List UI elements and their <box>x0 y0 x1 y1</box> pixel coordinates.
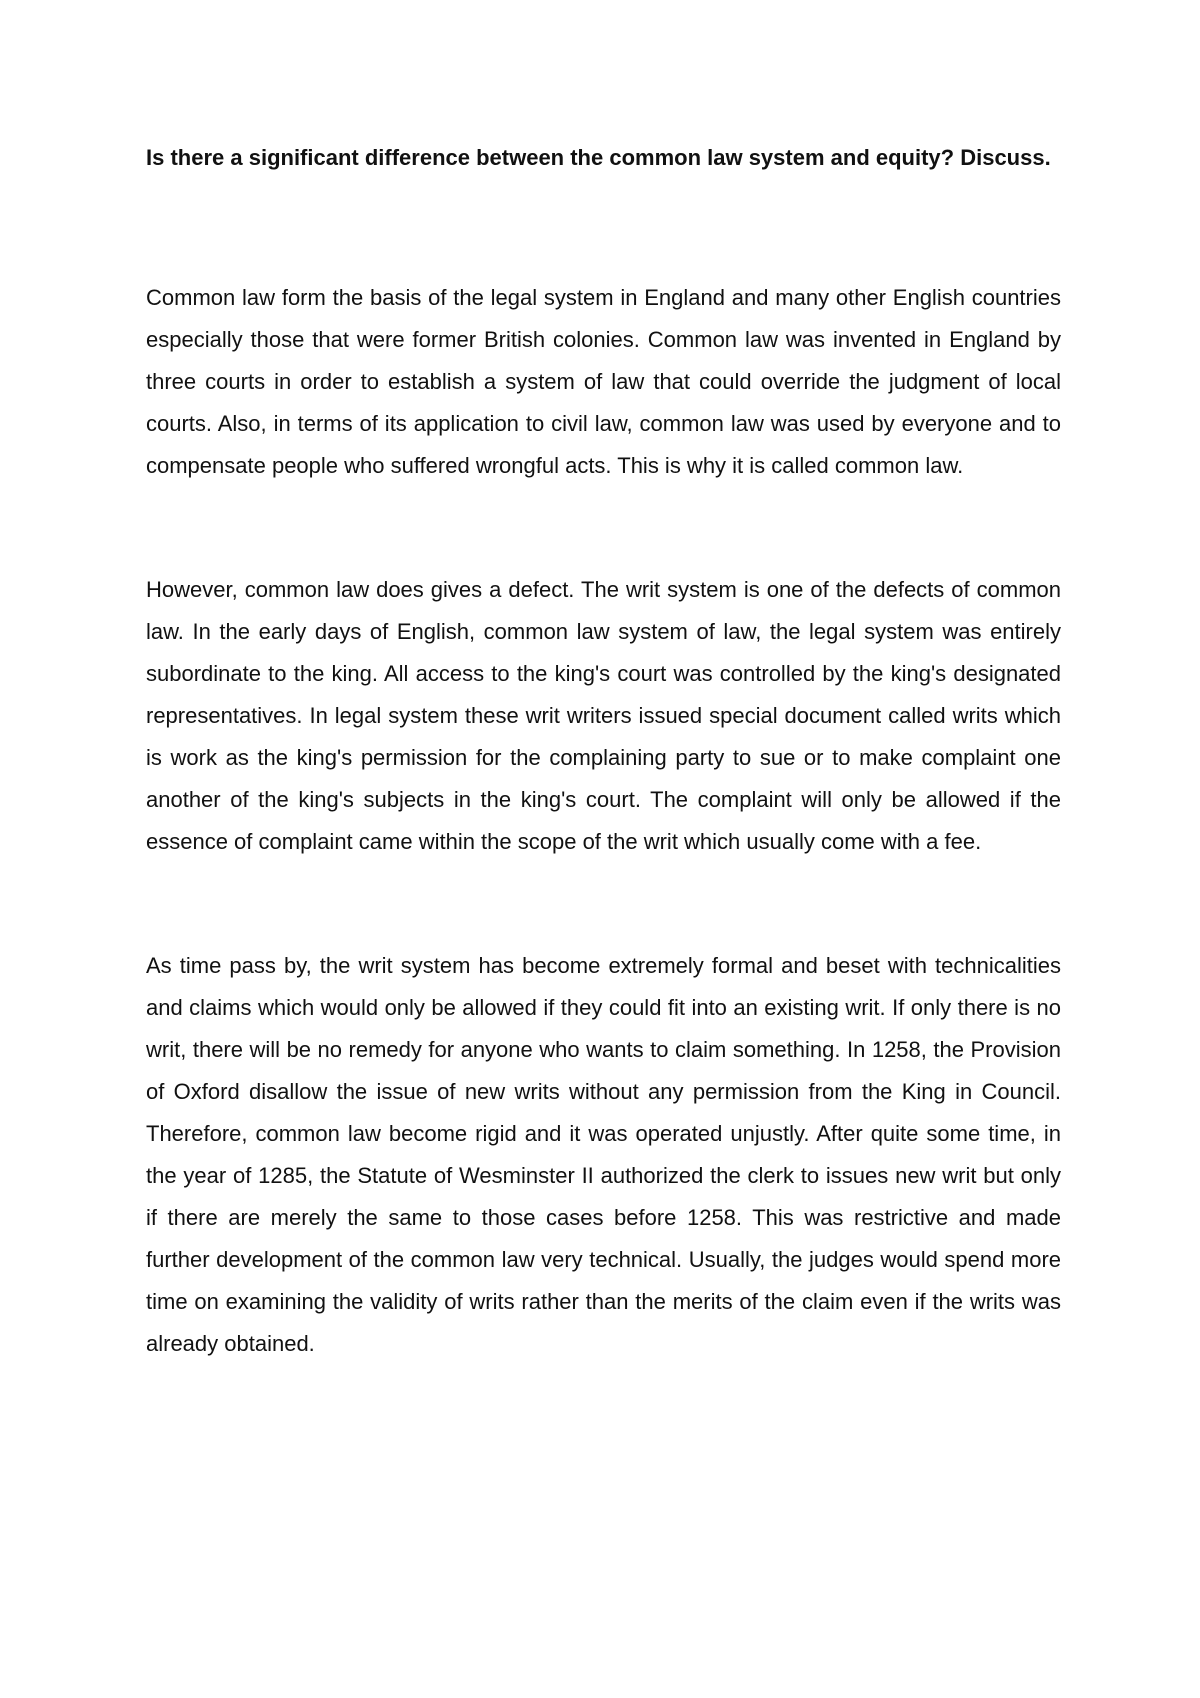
paragraph-writ-system-rigidity: As time pass by, the writ system has become extremely formal and beset with technicalities and claims which would only be allowed if they could fit into an existing writ. If only there is no writ, there will be no remedy for anyone who wants to claim something. In 1258, the Provision of Oxford disallow the issue of new writs without any permission from the King in Council. Therefore, common law become rigid and it was operated unjustly. After quite some time, in the year of 1285, the Statute of Wesminster II authorized the clerk to issues new writ but only if there are merely the same to those cases before 1258. This was restrictive and made further development of the common law very technical. Usually, the judges would spend more time on examining the validity of writs rather than the merits of the claim even if the writs was already obtained. <box>146 953 1061 1356</box>
document-body <box>146 137 1061 1365</box>
document-title: Is there a significant difference between the common law system and equity? Discuss. <box>146 145 1051 170</box>
paragraph-writ-system-defect: However, common law does gives a defect. The writ system is one of the defects of common law. In the early days of English, common law system of law, the legal system was entirely subordinate to the king. All access to the king's court was controlled by the king's designated representatives. In legal system these writ writers issued special document called writs which is work as the king's permission for the complaining party to sue or to make complaint one another of the king's subjects in the king's court. The complaint will only be allowed if the essence of complaint came within the scope of the writ which usually come with a fee. <box>146 577 1061 854</box>
paragraph-common-law-basis: Common law form the basis of the legal system in England and many other English countries especially those that were former British colonies. Common law was invented in England by three courts in order to establish a system of law that could override the judgment of local courts. Also, in terms of its application to civil law, common law was used by everyone and to compensate people who suffered wrongful acts. This is why it is called common law. <box>146 285 1061 478</box>
